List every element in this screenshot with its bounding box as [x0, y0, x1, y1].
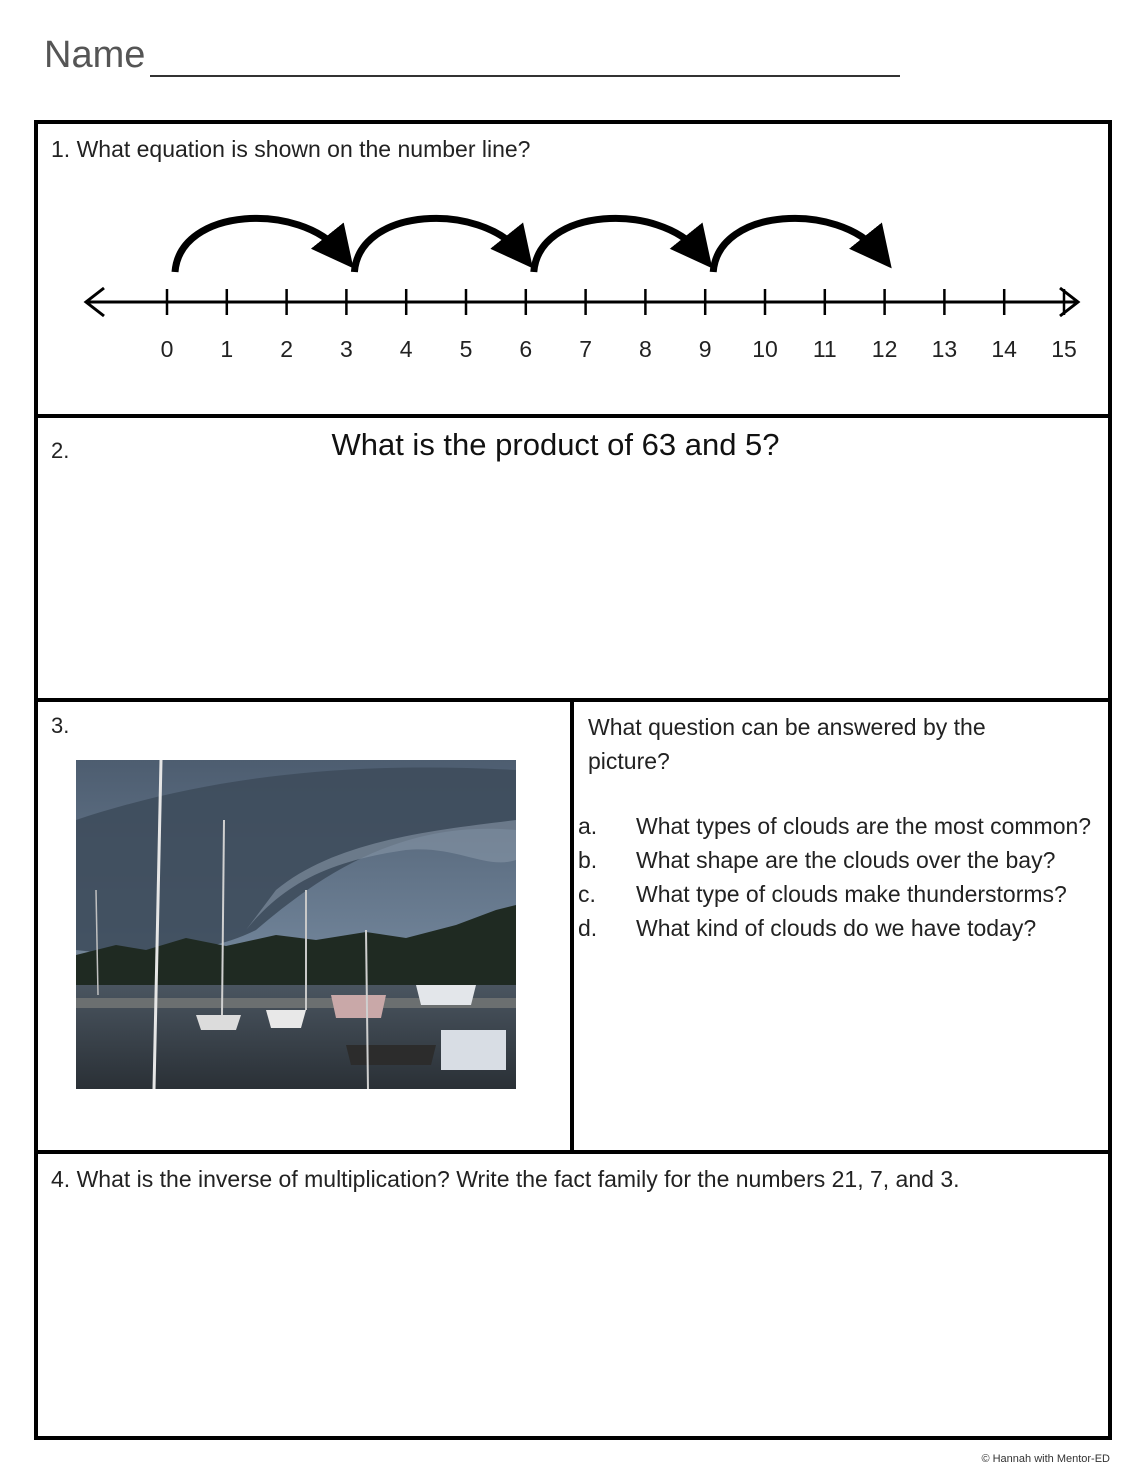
- tick-label: 1: [220, 336, 234, 362]
- tick-label: 15: [1051, 336, 1077, 362]
- tick-label: 9: [698, 336, 712, 362]
- question-3-box: [38, 698, 1108, 1154]
- number-line: [76, 204, 1096, 374]
- choice-text: What shape are the clouds over the bay?: [636, 847, 1056, 873]
- choice-text: What types of clouds are the most common?: [636, 813, 1092, 839]
- choice-letter: c.: [578, 881, 596, 907]
- copyright-note: © Hannah with Mentor-ED: [981, 1453, 1110, 1465]
- tick-label: 4: [399, 336, 413, 362]
- name-label: Name: [44, 34, 146, 76]
- question-2-number: 2.: [51, 438, 70, 463]
- tick-label: 5: [459, 336, 473, 362]
- choice-letter: b.: [578, 847, 598, 873]
- tick-label: 14: [991, 336, 1017, 362]
- tick-label: 6: [519, 336, 533, 362]
- answer-choice-b[interactable]: [578, 844, 1103, 877]
- jump-arrow: [175, 218, 340, 272]
- storm-harbor-photo: [76, 760, 516, 1089]
- answer-choices: [578, 810, 1103, 946]
- tick-label: 11: [812, 336, 837, 362]
- tick-label: 12: [871, 336, 898, 362]
- question-3-prompt: What question can be answered by the picture?: [588, 714, 986, 774]
- question-2-text: What is the product of 63 and 5?: [331, 427, 780, 462]
- tick-label: 8: [639, 336, 652, 362]
- tick-label: 7: [579, 336, 592, 362]
- question-3-number: 3.: [51, 713, 70, 738]
- question-1-box: [38, 124, 1108, 410]
- tick-label: 2: [280, 336, 293, 362]
- tick-label: 3: [340, 336, 353, 362]
- answer-choice-c[interactable]: [578, 878, 1103, 911]
- choice-letter: d.: [578, 915, 598, 941]
- choice-letter: a.: [578, 813, 598, 839]
- column-divider: [570, 702, 574, 1154]
- choice-text: What kind of clouds do we have today?: [636, 915, 1037, 941]
- jump-arrow: [534, 218, 699, 272]
- worksheet: [34, 120, 1112, 1440]
- question-1-text: 1. What equation is shown on the number line?: [51, 136, 531, 162]
- answer-choice-d[interactable]: [578, 912, 1103, 945]
- tick-label: 10: [752, 336, 778, 362]
- tick-label: 0: [160, 336, 174, 362]
- jump-arrow: [354, 218, 519, 272]
- question-2-box: [38, 414, 1108, 702]
- answer-choice-a[interactable]: [578, 810, 1103, 843]
- question-4-box: [38, 1150, 1108, 1440]
- question-4-text: 4. What is the inverse of multiplication? Write the fact family for the numbers 21, 7, and 3.: [51, 1166, 960, 1192]
- name-write-line[interactable]: [150, 75, 900, 77]
- choice-text: What type of clouds make thunderstorms?: [636, 881, 1067, 907]
- jump-arrow: [713, 218, 878, 272]
- tick-label: 13: [931, 336, 958, 362]
